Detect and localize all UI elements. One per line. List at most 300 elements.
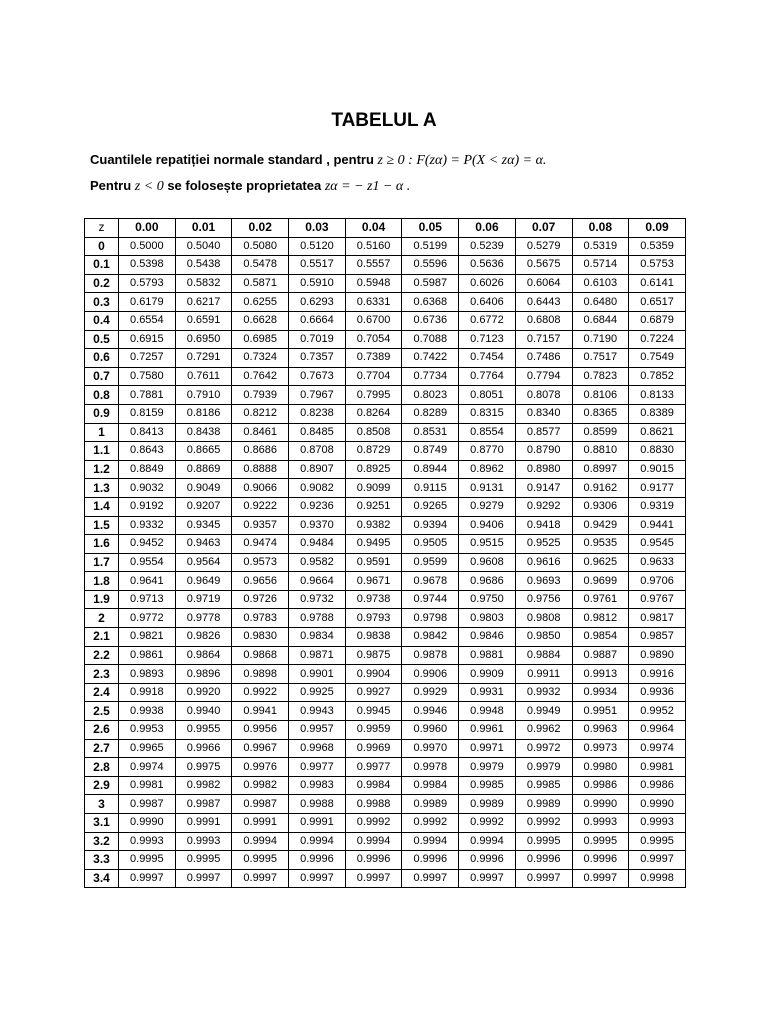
table-row (85, 274, 686, 293)
probability-cell: 0.9834 (289, 628, 346, 647)
z-value-cell: 0.2 (85, 274, 119, 293)
probability-cell: 0.9998 (629, 869, 686, 888)
probability-cell: 0.9997 (175, 869, 232, 888)
probability-cell: 0.9948 (459, 702, 516, 721)
probability-cell: 0.9980 (572, 758, 629, 777)
probability-cell: 0.9976 (232, 758, 289, 777)
probability-cell: 0.9913 (572, 665, 629, 684)
probability-cell: 0.8186 (175, 404, 232, 423)
probability-cell: 0.6443 (515, 293, 572, 312)
probability-cell: 0.9251 (345, 497, 402, 516)
probability-cell: 0.7580 (119, 367, 176, 386)
table-row (85, 609, 686, 628)
table-row (85, 256, 686, 275)
probability-cell: 0.5239 (459, 237, 516, 256)
probability-cell: 0.9994 (345, 832, 402, 851)
probability-cell: 0.9993 (629, 814, 686, 833)
table-row (85, 683, 686, 702)
z-value-cell: 1.2 (85, 460, 119, 479)
table-row (85, 795, 686, 814)
probability-cell: 0.9032 (119, 479, 176, 498)
probability-cell: 0.9986 (629, 776, 686, 795)
probability-cell: 0.9678 (402, 572, 459, 591)
probability-cell: 0.7517 (572, 349, 629, 368)
probability-cell: 0.8621 (629, 423, 686, 442)
probability-cell: 0.9957 (289, 721, 346, 740)
probability-cell: 0.9418 (515, 516, 572, 535)
table-row (85, 423, 686, 442)
probability-cell: 0.8340 (515, 404, 572, 423)
probability-cell: 0.5517 (289, 256, 346, 275)
probability-cell: 0.8925 (345, 460, 402, 479)
z-value-cell: 1.5 (85, 516, 119, 535)
probability-cell: 0.9985 (459, 776, 516, 795)
probability-cell: 0.8485 (289, 423, 346, 442)
probability-cell: 0.5160 (345, 237, 402, 256)
probability-cell: 0.8599 (572, 423, 629, 442)
table-row (85, 442, 686, 461)
normal-quantile-table (84, 218, 686, 888)
z-value-cell: 3.4 (85, 869, 119, 888)
probability-cell: 0.9554 (119, 553, 176, 572)
probability-cell: 0.9931 (459, 683, 516, 702)
table-row (85, 814, 686, 833)
table-row (85, 776, 686, 795)
probability-cell: 0.9966 (175, 739, 232, 758)
probability-cell: 0.9861 (119, 646, 176, 665)
probability-cell: 0.9265 (402, 497, 459, 516)
probability-cell: 0.9452 (119, 535, 176, 554)
column-header: 0.00 (119, 219, 176, 238)
z-value-cell: 2.2 (85, 646, 119, 665)
probability-cell: 0.9977 (345, 758, 402, 777)
probability-cell: 0.6915 (119, 330, 176, 349)
probability-cell: 0.9901 (289, 665, 346, 684)
probability-cell: 0.9990 (119, 814, 176, 833)
z-value-cell: 1.9 (85, 590, 119, 609)
probability-cell: 0.9772 (119, 609, 176, 628)
probability-cell: 0.9989 (402, 795, 459, 814)
probability-cell: 0.7019 (289, 330, 346, 349)
probability-cell: 0.8212 (232, 404, 289, 423)
probability-cell: 0.9989 (459, 795, 516, 814)
probability-cell: 0.8159 (119, 404, 176, 423)
symmetry-formula: zα = − z1 − α . (324, 179, 411, 194)
probability-cell: 0.5596 (402, 256, 459, 275)
probability-cell: 0.9893 (119, 665, 176, 684)
probability-cell: 0.9994 (232, 832, 289, 851)
probability-cell: 0.6064 (515, 274, 572, 293)
probability-cell: 0.5557 (345, 256, 402, 275)
probability-cell: 0.6772 (459, 311, 516, 330)
z-value-cell: 0.4 (85, 311, 119, 330)
probability-cell: 0.9993 (572, 814, 629, 833)
probability-cell: 0.9988 (289, 795, 346, 814)
probability-cell: 0.9875 (345, 646, 402, 665)
z-value-cell: 2 (85, 609, 119, 628)
probability-cell: 0.5000 (119, 237, 176, 256)
probability-cell: 0.9838 (345, 628, 402, 647)
probability-cell: 0.9049 (175, 479, 232, 498)
probability-cell: 0.8962 (459, 460, 516, 479)
probability-cell: 0.9938 (119, 702, 176, 721)
probability-cell: 0.9896 (175, 665, 232, 684)
probability-cell: 0.9633 (629, 553, 686, 572)
probability-cell: 0.9706 (629, 572, 686, 591)
column-header: 0.09 (629, 219, 686, 238)
column-header: 0.08 (572, 219, 629, 238)
probability-cell: 0.9953 (119, 721, 176, 740)
probability-cell: 0.7852 (629, 367, 686, 386)
table-row (85, 665, 686, 684)
probability-cell: 0.9934 (572, 683, 629, 702)
probability-cell: 0.9015 (629, 460, 686, 479)
z-value-cell: 3.2 (85, 832, 119, 851)
description-line-1 (90, 152, 546, 169)
probability-cell: 0.8023 (402, 386, 459, 405)
z-value-cell: 0.8 (85, 386, 119, 405)
probability-cell: 0.9830 (232, 628, 289, 647)
probability-cell: 0.5438 (175, 256, 232, 275)
probability-cell: 0.8413 (119, 423, 176, 442)
probability-cell: 0.9192 (119, 497, 176, 516)
z-value-cell: 3.1 (85, 814, 119, 833)
z-value-cell: 0.5 (85, 330, 119, 349)
table-row (85, 721, 686, 740)
probability-cell: 0.9997 (232, 869, 289, 888)
description-text: Cuantilele repatiției normale standard , pentru (90, 152, 374, 167)
z-value-cell: 1.3 (85, 479, 119, 498)
probability-cell: 0.9990 (629, 795, 686, 814)
probability-cell: 0.6255 (232, 293, 289, 312)
probability-cell: 0.7291 (175, 349, 232, 368)
column-header: 0.01 (175, 219, 232, 238)
probability-cell: 0.9821 (119, 628, 176, 647)
probability-cell: 0.9608 (459, 553, 516, 572)
probability-cell: 0.8508 (345, 423, 402, 442)
table-row (85, 349, 686, 368)
table-row (85, 404, 686, 423)
probability-cell: 0.9686 (459, 572, 516, 591)
probability-cell: 0.9932 (515, 683, 572, 702)
probability-cell: 0.9997 (289, 869, 346, 888)
probability-cell: 0.9505 (402, 535, 459, 554)
probability-cell: 0.9222 (232, 497, 289, 516)
probability-cell: 0.6985 (232, 330, 289, 349)
description-line-2 (90, 178, 410, 195)
probability-cell: 0.9982 (232, 776, 289, 795)
z-value-cell: 1.7 (85, 553, 119, 572)
table-row (85, 590, 686, 609)
probability-cell: 0.7794 (515, 367, 572, 386)
probability-cell: 0.9793 (345, 609, 402, 628)
probability-cell: 0.9906 (402, 665, 459, 684)
probability-cell: 0.9949 (515, 702, 572, 721)
probability-cell: 0.7967 (289, 386, 346, 405)
probability-cell: 0.5987 (402, 274, 459, 293)
probability-cell: 0.9236 (289, 497, 346, 516)
probability-cell: 0.9995 (232, 851, 289, 870)
probability-cell: 0.9992 (345, 814, 402, 833)
probability-cell: 0.5793 (119, 274, 176, 293)
table-row (85, 237, 686, 256)
probability-cell: 0.8686 (232, 442, 289, 461)
probability-cell: 0.9975 (175, 758, 232, 777)
probability-cell: 0.8729 (345, 442, 402, 461)
table-row (85, 739, 686, 758)
probability-cell: 0.9997 (459, 869, 516, 888)
probability-cell: 0.9996 (572, 851, 629, 870)
probability-cell: 0.9656 (232, 572, 289, 591)
probability-cell: 0.9982 (175, 776, 232, 795)
probability-cell: 0.6879 (629, 311, 686, 330)
probability-cell: 0.9495 (345, 535, 402, 554)
probability-cell: 0.9974 (629, 739, 686, 758)
probability-cell: 0.9292 (515, 497, 572, 516)
column-header: 0.07 (515, 219, 572, 238)
probability-cell: 0.9979 (459, 758, 516, 777)
probability-cell: 0.7611 (175, 367, 232, 386)
probability-cell: 0.9979 (515, 758, 572, 777)
probability-cell: 0.9945 (345, 702, 402, 721)
probability-cell: 0.9955 (175, 721, 232, 740)
z-value-cell: 2.3 (85, 665, 119, 684)
probability-cell: 0.5120 (289, 237, 346, 256)
table-row (85, 479, 686, 498)
z-value-cell: 1.8 (85, 572, 119, 591)
probability-cell: 0.9922 (232, 683, 289, 702)
probability-cell: 0.8461 (232, 423, 289, 442)
table-row (85, 646, 686, 665)
probability-cell: 0.9066 (232, 479, 289, 498)
probability-cell: 0.8577 (515, 423, 572, 442)
probability-cell: 0.8365 (572, 404, 629, 423)
probability-cell: 0.9429 (572, 516, 629, 535)
z-value-cell: 2.5 (85, 702, 119, 721)
description-text: se folosește proprietatea (167, 178, 322, 193)
probability-cell: 0.5398 (119, 256, 176, 275)
probability-cell: 0.7324 (232, 349, 289, 368)
table-row (85, 293, 686, 312)
probability-cell: 0.6368 (402, 293, 459, 312)
probability-cell: 0.9988 (345, 795, 402, 814)
probability-cell: 0.9995 (515, 832, 572, 851)
probability-cell: 0.9965 (119, 739, 176, 758)
probability-cell: 0.9162 (572, 479, 629, 498)
z-value-cell: 3 (85, 795, 119, 814)
column-header: 0.05 (402, 219, 459, 238)
negative-z-condition: z < 0 (134, 179, 164, 194)
probability-cell: 0.9997 (402, 869, 459, 888)
description-prefix: Pentru (90, 178, 132, 193)
probability-cell: 0.9306 (572, 497, 629, 516)
probability-cell: 0.9857 (629, 628, 686, 647)
table-row (85, 572, 686, 591)
probability-cell: 0.6950 (175, 330, 232, 349)
probability-cell: 0.9925 (289, 683, 346, 702)
probability-cell: 0.8078 (515, 386, 572, 405)
probability-cell: 0.6480 (572, 293, 629, 312)
probability-cell: 0.8289 (402, 404, 459, 423)
table-row (85, 869, 686, 888)
z-value-cell: 2.8 (85, 758, 119, 777)
probability-cell: 0.9756 (515, 590, 572, 609)
z-column-header: z (85, 219, 119, 238)
probability-cell: 0.5080 (232, 237, 289, 256)
probability-cell: 0.9474 (232, 535, 289, 554)
probability-cell: 0.5753 (629, 256, 686, 275)
probability-cell: 0.9997 (572, 869, 629, 888)
probability-cell: 0.9995 (119, 851, 176, 870)
probability-cell: 0.8264 (345, 404, 402, 423)
probability-cell: 0.9946 (402, 702, 459, 721)
probability-cell: 0.9826 (175, 628, 232, 647)
probability-cell: 0.9898 (232, 665, 289, 684)
probability-cell: 0.9357 (232, 516, 289, 535)
table-row (85, 311, 686, 330)
probability-cell: 0.6293 (289, 293, 346, 312)
probability-cell: 0.9591 (345, 553, 402, 572)
probability-cell: 0.9940 (175, 702, 232, 721)
probability-cell: 0.9987 (119, 795, 176, 814)
probability-cell: 0.9971 (459, 739, 516, 758)
probability-cell: 0.9991 (232, 814, 289, 833)
probability-cell: 0.9991 (175, 814, 232, 833)
probability-cell: 0.9992 (459, 814, 516, 833)
probability-cell: 0.9850 (515, 628, 572, 647)
probability-cell: 0.9345 (175, 516, 232, 535)
probability-cell: 0.6664 (289, 311, 346, 330)
probability-cell: 0.9987 (232, 795, 289, 814)
probability-cell: 0.9989 (515, 795, 572, 814)
probability-cell: 0.9956 (232, 721, 289, 740)
probability-cell: 0.9996 (345, 851, 402, 870)
probability-cell: 0.9978 (402, 758, 459, 777)
probability-cell: 0.7995 (345, 386, 402, 405)
probability-cell: 0.8665 (175, 442, 232, 461)
column-header: 0.04 (345, 219, 402, 238)
probability-cell: 0.9767 (629, 590, 686, 609)
probability-cell: 0.9750 (459, 590, 516, 609)
column-header: 0.06 (459, 219, 516, 238)
probability-cell: 0.9616 (515, 553, 572, 572)
table-row (85, 832, 686, 851)
probability-cell: 0.9996 (515, 851, 572, 870)
probability-cell: 0.9994 (459, 832, 516, 851)
probability-cell: 0.9991 (289, 814, 346, 833)
probability-cell: 0.7910 (175, 386, 232, 405)
probability-cell: 0.7088 (402, 330, 459, 349)
z-value-cell: 1.1 (85, 442, 119, 461)
probability-cell: 0.6808 (515, 311, 572, 330)
probability-cell: 0.9974 (119, 758, 176, 777)
probability-cell: 0.9918 (119, 683, 176, 702)
probability-cell: 0.9962 (515, 721, 572, 740)
probability-cell: 0.9564 (175, 553, 232, 572)
probability-cell: 0.7764 (459, 367, 516, 386)
probability-cell: 0.5478 (232, 256, 289, 275)
probability-cell: 0.9994 (289, 832, 346, 851)
probability-cell: 0.9911 (515, 665, 572, 684)
probability-cell: 0.9977 (289, 758, 346, 777)
probability-cell: 0.9996 (289, 851, 346, 870)
probability-cell: 0.8531 (402, 423, 459, 442)
probability-cell: 0.9993 (175, 832, 232, 851)
probability-cell: 0.9671 (345, 572, 402, 591)
z-value-cell: 2.4 (85, 683, 119, 702)
probability-cell: 0.9864 (175, 646, 232, 665)
probability-cell: 0.9406 (459, 516, 516, 535)
table-row (85, 516, 686, 535)
probability-cell: 0.9370 (289, 516, 346, 535)
probability-cell: 0.9941 (232, 702, 289, 721)
probability-cell: 0.9082 (289, 479, 346, 498)
probability-cell: 0.5636 (459, 256, 516, 275)
probability-cell: 0.6591 (175, 311, 232, 330)
probability-cell: 0.9984 (345, 776, 402, 795)
probability-cell: 0.9808 (515, 609, 572, 628)
probability-cell: 0.9115 (402, 479, 459, 498)
z-value-cell: 0.3 (85, 293, 119, 312)
probability-cell: 0.9582 (289, 553, 346, 572)
probability-cell: 0.8944 (402, 460, 459, 479)
z-value-cell: 0 (85, 237, 119, 256)
probability-cell: 0.9959 (345, 721, 402, 740)
probability-cell: 0.9960 (402, 721, 459, 740)
probability-cell: 0.6736 (402, 311, 459, 330)
probability-cell: 0.9573 (232, 553, 289, 572)
probability-cell: 0.9994 (402, 832, 459, 851)
probability-cell: 0.9649 (175, 572, 232, 591)
probability-cell: 0.9961 (459, 721, 516, 740)
probability-cell: 0.9535 (572, 535, 629, 554)
probability-cell: 0.8849 (119, 460, 176, 479)
probability-cell: 0.7673 (289, 367, 346, 386)
probability-cell: 0.9732 (289, 590, 346, 609)
probability-cell: 0.9394 (402, 516, 459, 535)
probability-cell: 0.5910 (289, 274, 346, 293)
table-row (85, 367, 686, 386)
probability-cell: 0.8133 (629, 386, 686, 405)
probability-cell: 0.8888 (232, 460, 289, 479)
probability-cell: 0.6406 (459, 293, 516, 312)
probability-cell: 0.9207 (175, 497, 232, 516)
probability-cell: 0.9778 (175, 609, 232, 628)
probability-cell: 0.9951 (572, 702, 629, 721)
probability-cell: 0.9803 (459, 609, 516, 628)
probability-cell: 0.7123 (459, 330, 516, 349)
probability-cell: 0.9664 (289, 572, 346, 591)
probability-cell: 0.8106 (572, 386, 629, 405)
probability-cell: 0.9599 (402, 553, 459, 572)
probability-cell: 0.9738 (345, 590, 402, 609)
probability-cell: 0.9972 (515, 739, 572, 758)
probability-cell: 0.7054 (345, 330, 402, 349)
probability-cell: 0.9992 (515, 814, 572, 833)
probability-cell: 0.9929 (402, 683, 459, 702)
table-row (85, 535, 686, 554)
probability-cell: 0.8643 (119, 442, 176, 461)
probability-cell: 0.9997 (345, 869, 402, 888)
z-value-cell: 0.7 (85, 367, 119, 386)
probability-cell: 0.5279 (515, 237, 572, 256)
probability-cell: 0.8770 (459, 442, 516, 461)
probability-cell: 0.7157 (515, 330, 572, 349)
probability-cell: 0.9963 (572, 721, 629, 740)
table-row (85, 851, 686, 870)
probability-cell: 0.9992 (402, 814, 459, 833)
probability-cell: 0.7357 (289, 349, 346, 368)
